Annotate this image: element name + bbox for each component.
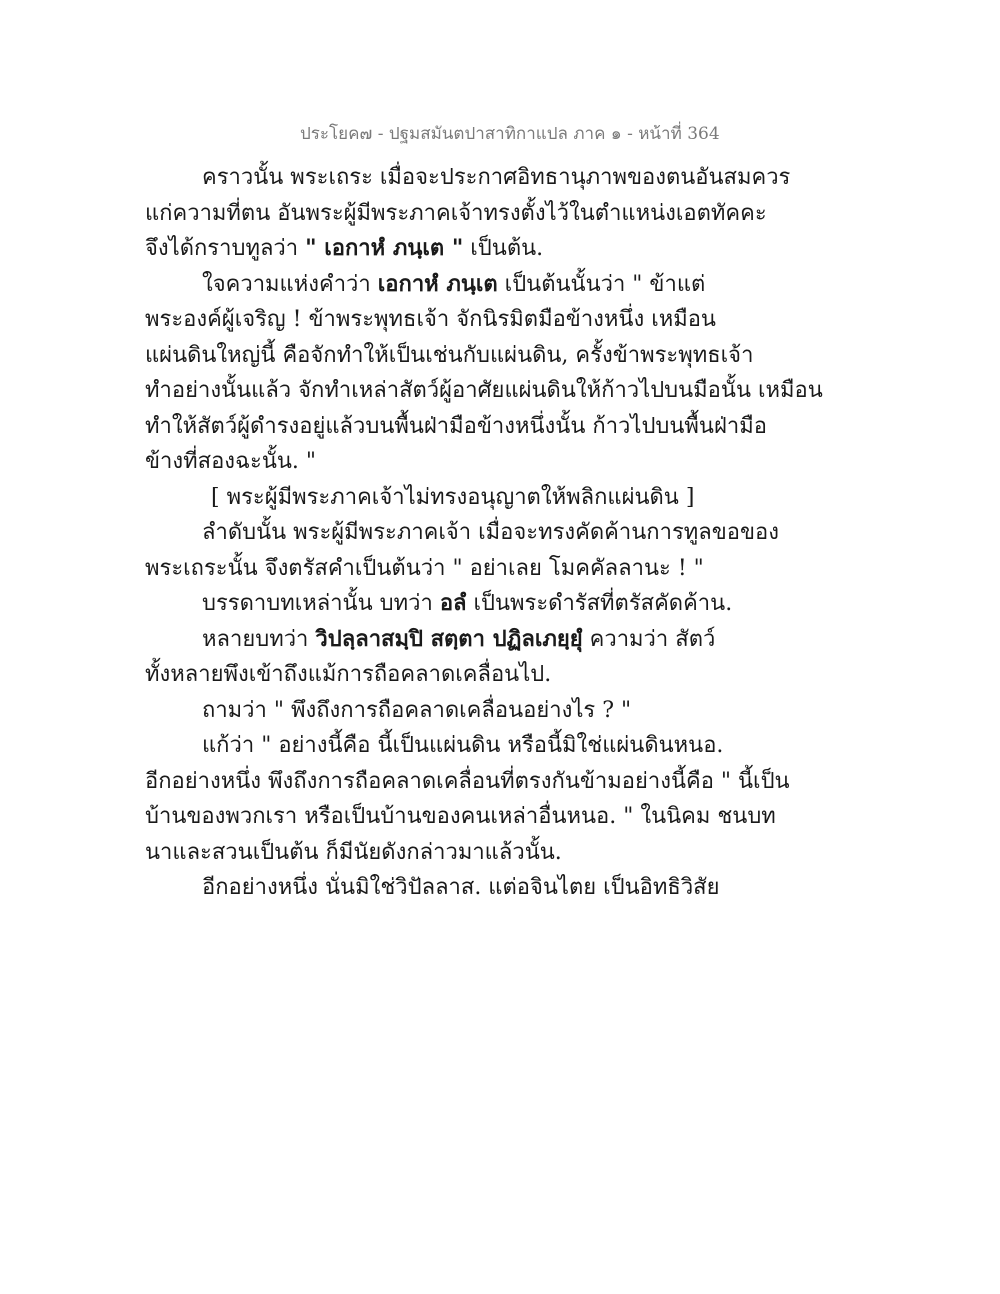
text-segment: พระเถระนั้น จึงตรัสคำเป็นต้นว่า " อย่าเลย โมคคัลลานะ ! " [145, 555, 704, 581]
text-line [145, 586, 745, 622]
text-segment: บ้านของพวกเรา หรือเป็นบ้านของคนเหล่าอื่นหนอ. " ในนิคม ชนบท [145, 804, 776, 829]
text-segment: แก่ความที่ตน อันพระผู้มีพระภาคเจ้าทรงตั้งไว้ในตำแหน่งเอตทัคคะ [145, 200, 767, 226]
text-line [145, 515, 779, 551]
text-segment: อีกอย่างหนึ่ง พึงถึงการถือคลาดเคลื่อนที่ตรงกันข้ามอย่างนี้คือ " นี้เป็น [145, 768, 790, 794]
text-segment: คราวนั้น พระเถระ เมื่อจะประกาศอิทธานุภาพของตนอันสมควร [202, 165, 791, 190]
text-segment: เป็นต้น. [463, 236, 544, 261]
text-line [145, 657, 745, 693]
text-segment: ใจความแห่งคำว่า [202, 271, 378, 297]
text-segment: ทำให้สัตว์ผู้ดำรงอยู่แล้วบนพื้นฝ่ามือข้างหนึ่งนั้น ก้าวไปบนพื้นฝ่ามือ [145, 413, 767, 439]
text-line [145, 409, 767, 445]
text-segment: นาและสวนเป็นต้น ก็มีนัยดังกล่าวมาแล้วนั้น. [145, 839, 562, 865]
text-segment: แผ่นดินใหญ่นี้ คือจักทำให้เป็นเช่นกับแผ่นดิน, ครั้งข้าพระพุทธเจ้า [145, 342, 754, 368]
text-segment: พระองค์ผู้เจริญ ! ข้าพระพุทธเจ้า จักนิรมิตมือข้างหนึ่ง เหมือน [145, 307, 716, 332]
pali-term: เอกาหํ ภนฺเต [377, 270, 498, 297]
text-line [145, 551, 745, 587]
pali-term: วิปลฺลาสมฺปิ สตฺตา ปฏิลเภยฺยุํ [315, 625, 583, 652]
text-segment: เป็นต้นนั้นว่า " ข้าแต่ [497, 271, 706, 297]
text-line [145, 480, 745, 516]
text-line [145, 835, 745, 871]
text-line [145, 231, 745, 267]
text-line [145, 693, 745, 729]
text-line [145, 764, 790, 800]
page-header: ประโยค๗ - ปฐมสมันตปาสาทิกาแปล ภาค ๑ - หน้าที่ 364 [300, 124, 720, 144]
text-line [145, 373, 823, 409]
text-line [145, 302, 745, 338]
pali-term: อลํ [439, 590, 467, 616]
text-segment: บรรดาบทเหล่านั้น บทว่า [202, 591, 440, 616]
text-segment: หลายบทว่า [202, 626, 316, 652]
text-segment: ทั้งหลายพึงเข้าถึงแม้การถือคลาดเคลื่อนไป. [145, 662, 552, 687]
text-segment: ความว่า สัตว์ [582, 626, 716, 652]
text-line [145, 799, 776, 835]
text-line [145, 160, 791, 196]
text-segment: อีกอย่างหนึ่ง นั่นมิใช่วิปัลลาส. แต่อจินไตย เป็นอิทธิวิสัย [202, 875, 720, 900]
text-line [145, 870, 745, 906]
text-line [145, 728, 745, 764]
body-text [145, 160, 823, 906]
text-segment: [ พระผู้มีพระภาคเจ้าไม่ทรงอนุญาตให้พลิกแผ่นดิน ] [211, 484, 695, 510]
text-segment: ลำดับนั้น พระผู้มีพระภาคเจ้า เมื่อจะทรงคัดค้านการทูลขอของ [202, 520, 779, 545]
text-segment: ข้างที่สองฉะนั้น. " [145, 449, 317, 474]
text-line [145, 622, 745, 658]
text-segment: ทำอย่างนั้นแล้ว จักทำเหล่าสัตว์ผู้อาศัยแผ่นดินให้ก้าวไปบนมือนั้น เหมือน [145, 378, 823, 403]
text-line [145, 267, 745, 303]
text-segment: จึงได้กราบทูลว่า [145, 236, 306, 261]
text-line [145, 444, 745, 480]
text-line [145, 338, 754, 374]
pali-term: " เอกาหํ ภนฺเต " [305, 235, 464, 261]
text-segment: แก้ว่า " อย่างนี้คือ นี้เป็นแผ่นดิน หรือนี้มิใช่แผ่นดินหนอ. [202, 733, 724, 758]
text-segment: เป็นพระดำรัสที่ตรัสคัดค้าน. [466, 591, 733, 616]
text-line [145, 196, 767, 232]
text-segment: ถามว่า " พึงถึงการถือคลาดเคลื่อนอย่างไร ? " [202, 697, 632, 723]
